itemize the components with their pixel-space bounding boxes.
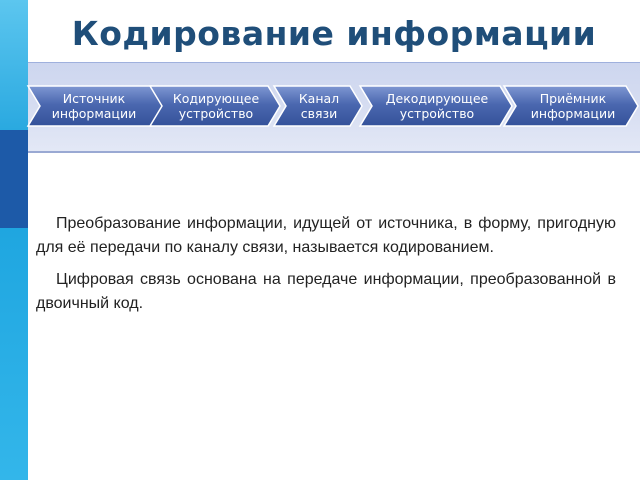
process-step-channel: Канал связи: [298, 91, 340, 121]
paragraph-definition: Преобразование информации, идущей от источника, в форму, пригодную для её передачи по каналу связи, называется кодированием.: [36, 215, 616, 256]
slide-title: Кодирование информации: [71, 14, 597, 53]
paragraph-digital: Цифровая связь основана на передаче информации, преобразованной в двоичный код.: [36, 271, 616, 312]
slide-body: [36, 212, 616, 324]
process-step-receiver: Приёмник информации: [530, 91, 616, 121]
process-step-source: Источник информации: [51, 91, 137, 121]
process-step-decoder: Декодирующее устройство: [385, 91, 489, 121]
process-step-encoder: Кодирующее устройство: [172, 91, 260, 121]
